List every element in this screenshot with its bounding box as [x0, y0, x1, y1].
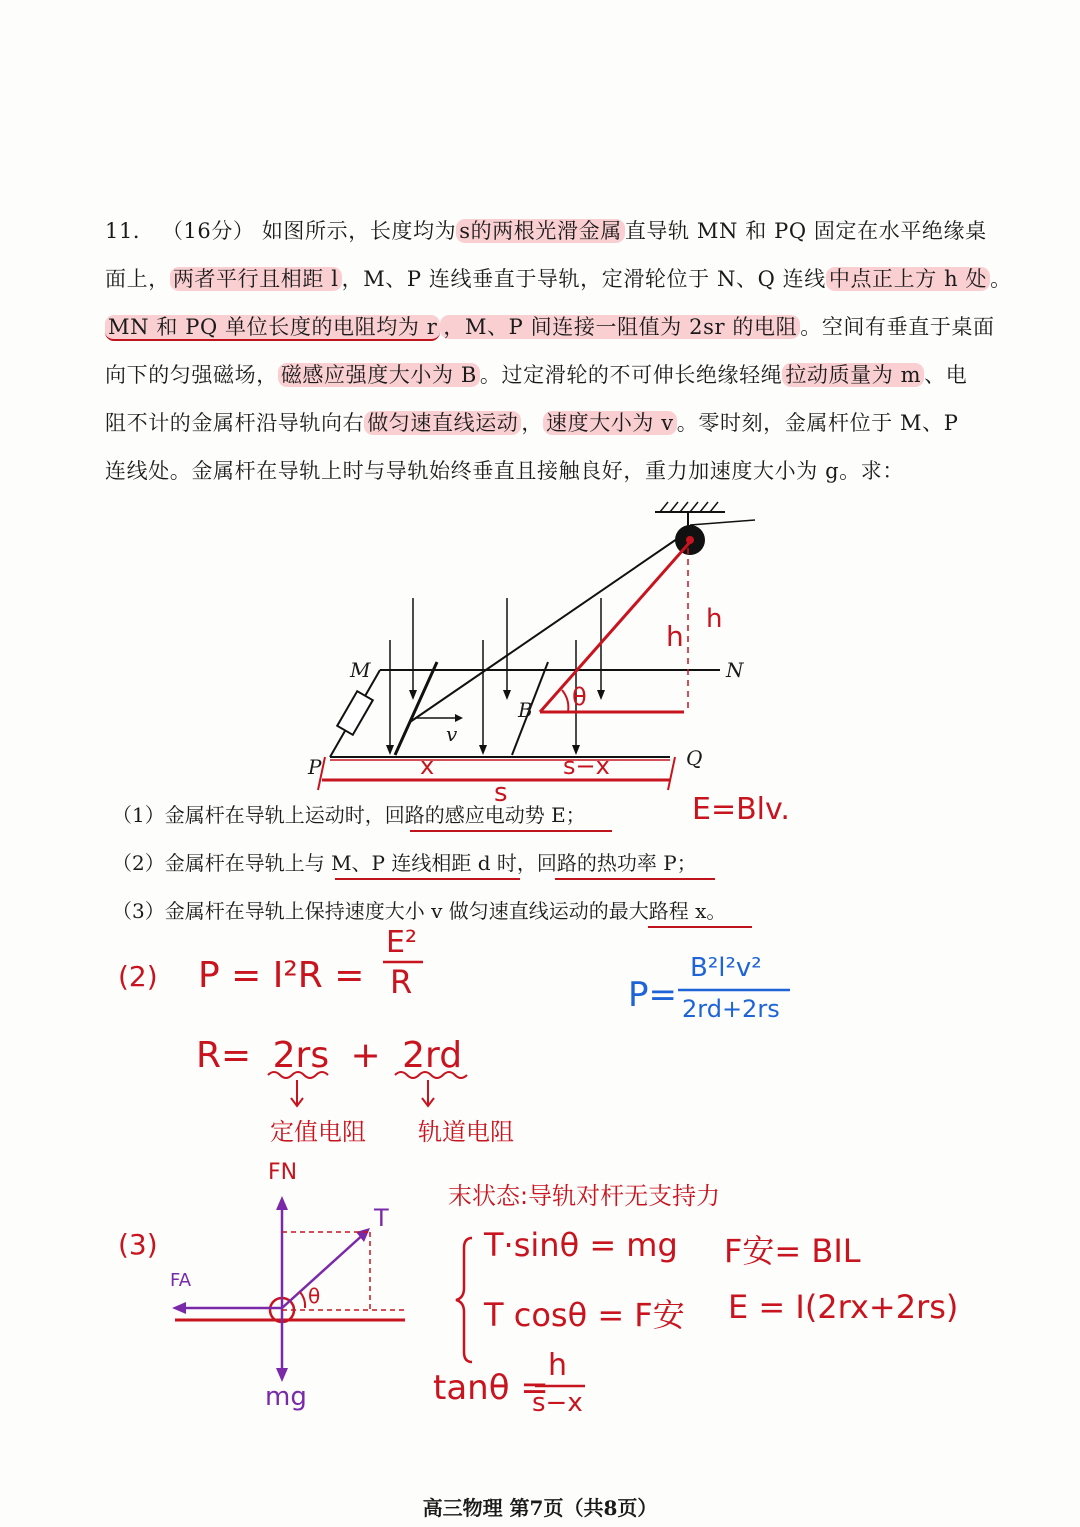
highlight: 磁感应强度大小为 B — [278, 363, 480, 387]
text-seg: 。零时刻，金属杆位于 M、P — [676, 411, 959, 435]
page-footer: 高三物理 第7页（共8页） — [422, 1496, 658, 1520]
text-seg: 直导轨 MN 和 PQ 固定在水平绝缘桌 — [624, 219, 987, 243]
text-seg: 连线处。金属杆在导轨上时与导轨始终垂直且接触良好，重力加速度大小为 g。求： — [105, 459, 904, 483]
resistor — [337, 691, 373, 735]
answer-3-eq5-num: h — [548, 1348, 568, 1383]
answer-2-eq1: P = I²R = — [198, 955, 365, 996]
answer-2-R: R= 2rs + 2rd — [196, 1035, 463, 1076]
highlight: ，M、P 间连接一阻值为 2sr 的电阻 — [440, 315, 800, 339]
highlight: s的两根光滑金属 — [456, 219, 625, 243]
free-body-diagram — [172, 1196, 405, 1382]
label-h1: h — [666, 620, 684, 653]
answer-2-blue-num: B²l²v² — [690, 953, 762, 983]
fbd-top-label: FN — [268, 1160, 298, 1185]
answer-3-eq4: E = I(2rx+2rs) — [728, 1288, 959, 1326]
answer-3-eq3: F安= BIL — [724, 1232, 861, 1270]
answer-2-frac-den: R — [390, 963, 413, 1001]
label-h2: h — [706, 604, 723, 634]
label-s-minus-x: s−x — [563, 752, 610, 780]
label-theta: θ — [572, 683, 587, 711]
answer-3-eq1: T·sinθ = mg — [484, 1226, 678, 1264]
question-2: （2）金属杆在导轨上与 M、P 连线相距 d 时，回路的热功率 P； — [112, 851, 697, 875]
fbd-FA-label: FA — [170, 1270, 192, 1291]
rope-right — [690, 520, 755, 525]
answer-3-label: (3) — [118, 1228, 158, 1261]
ceiling-hatch — [660, 502, 718, 512]
text-seg: 如图所示，长度均为 — [261, 219, 457, 243]
highlight: 拉动质量为 m — [782, 363, 924, 387]
answer-2-blue-lhs: P= — [628, 975, 677, 1015]
label-Q: Q — [686, 746, 703, 770]
text-seg: ， — [521, 411, 544, 435]
highlight: 做匀速直线运动 — [364, 411, 521, 435]
text-seg: 向下的匀强磁场， — [105, 363, 278, 387]
label-B: B — [518, 698, 533, 722]
rope — [410, 530, 690, 722]
highlight: 两者平行且相距 l — [170, 267, 342, 291]
label-N: N — [726, 658, 744, 682]
label-M: M — [350, 658, 371, 682]
question-1: （1）金属杆在导轨上运动时，回路的感应电动势 E； — [112, 803, 586, 827]
text-seg: 。 — [990, 267, 1012, 291]
answer-1: E=Blv. — [692, 792, 790, 827]
problem-points: （16分） — [161, 219, 255, 243]
fbd-mg-label: mg — [265, 1382, 307, 1412]
answer-3-note: 末状态:导轨对杆无支持力 — [448, 1182, 721, 1210]
highlight: 速度大小为 v — [543, 411, 677, 435]
answer-2-note1: 定值电阻 — [270, 1118, 366, 1146]
text-seg: ，M、P 连线垂直于导轨，定滑轮位于 N、Q 连线 — [341, 267, 826, 291]
answer-2-blue-den: 2rd+2rs — [682, 995, 780, 1023]
answer-2-label: (2) — [118, 960, 158, 993]
text-seg: 面上， — [105, 267, 170, 291]
answer-3-eq5-lhs: tanθ = — [433, 1368, 549, 1408]
answer-3-eq5-den: s−x — [532, 1388, 583, 1418]
answer-2-note2: 轨道电阻 — [418, 1118, 514, 1146]
label-P: P — [308, 755, 322, 779]
text-seg: 阻不计的金属杆沿导轨向右 — [105, 411, 365, 435]
text-seg: 。空间有垂直于桌面 — [800, 315, 995, 339]
label-s: s — [494, 778, 508, 808]
text-seg: 。过定滑轮的不可伸长绝缘轻绳 — [479, 363, 783, 387]
text-seg: 、电 — [924, 363, 968, 387]
problem-number: 11． — [105, 219, 155, 243]
answer-3-eq2: T cosθ = F安 — [484, 1296, 685, 1334]
answer-2-frac-num: E² — [386, 925, 417, 960]
question-3: （3）金属杆在导轨上保持速度大小 v 做匀速直线运动的最大路程 x。 — [112, 899, 727, 923]
field-arrows — [390, 598, 601, 745]
fbd-T-label: T — [374, 1204, 389, 1232]
highlight: 中点正上方 h 处 — [826, 267, 990, 291]
highlight: MN 和 PQ 单位长度的电阻均为 r — [105, 315, 440, 341]
label-v: v — [446, 722, 458, 746]
label-x: x — [420, 752, 435, 780]
fbd-theta-label: θ — [308, 1284, 321, 1308]
